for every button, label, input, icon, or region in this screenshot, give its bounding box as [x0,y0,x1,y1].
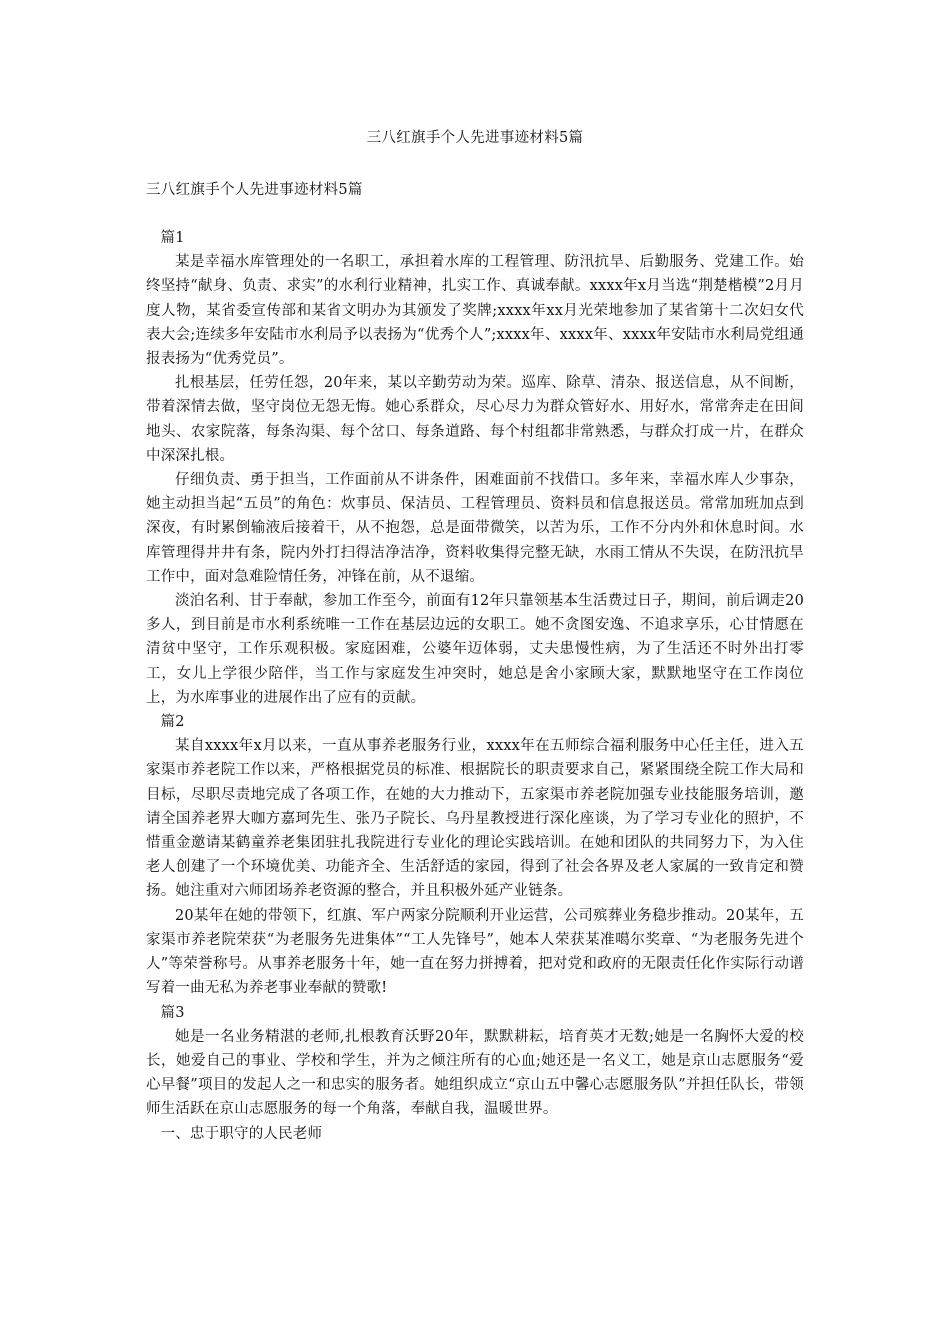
body-paragraph: 扎根基层，任劳任怨，20年来，某以辛勤劳动为荣。巡库、除草、清杂、报送信息，从不间断，带着深情去做，坚守岗位无怨无悔。她心系群众，尽心尽力为群众管好水、用好水，常常奔走在田间地头、农家院落，每条沟渠、每个岔口、每条道路、每个村组都非常熟悉，与群众打成一片，在群众中深深扎根。 [146,375,804,464]
section-heading-3: 篇3 [160,1004,185,1021]
body-paragraph: 淡泊名利、甘于奉献，参加工作至今，前面有12年只靠领基本生活费过日子，期间，前后调走20多人，到目前是市水利系统唯一工作在基层边远的女职工。她不贪图安逸、不追求享乐，心甘情愿在清贫中坚守，工作乐观积极。家庭困难，公婆年迈体弱，丈夫患慢性病，为了生活还不时外出打零工，女儿上学很少陪伴，当工作与家庭发生冲突时，她总是舍小家顾大家，默默地坚守在工作岗位上，为水库事业的进展作出了应有的贡献。 [146,593,804,706]
subsection-heading: 一、忠于职守的人民老师 [160,1125,323,1142]
body-paragraph: 某自xxxx年x月以来，一直从事养老服务行业，xxxx年在五师综合福利服务中心任主任，进入五家渠市养老院工作以来，严格根据党员的标准、根据院长的职责要求自己，紧紧围绕全院工作大局和目标，尽职尽责地完成了各项工作，在她的大力推动下，五家渠市养老院加强专业技能服务培训，邀请全国养老界大咖方嘉珂先生、张乃子院长、乌丹星教授进行深化座谈，为了学习专业化的照护，不惜重金邀请某鹤童养老集团驻扎我院进行专业化的理论实践培训。在她和团队的共同努力下，为入住老人创建了一个环境优美、功能齐全、生活舒适的家园，得到了社会各界及老人家属的一致肯定和赞扬。她注重对六师团场养老资源的整合，并且积极外延产业链条。 [146,738,804,900]
body-paragraph: 某是幸福水库管理处的一名职工，承担着水库的工程管理、防汛抗旱、后勤服务、党建工作。始终坚持“献身、负责、求实”的水利行业精神，扎实工作、真诚奉献。xxxx年x月当选“荆楚楷模”2月月度人物，某省委宣传部和某省文明办为其颁发了奖牌;xxxx年xx月光荣地参加了某省第十二次妇女代表大会;连续多年安陆市水利局予以表扬为“优秀个人”;xxxx年、xxxx年、xxxx年安陆市水利局党组通报表扬为“优秀党员”。 [146,254,804,368]
body-paragraph: 仔细负责、勇于担当，工作面前从不讲条件，困难面前不找借口。多年来，幸福水库人少事杂，她主动担当起“五员”的角色：炊事员、保洁员、工程管理员、资料员和信息报送员。常常加班加点到深夜，有时累倒输液后接着干，从不抱怨，总是面带微笑，以苦为乐，工作不分内外和休息时间。水库管理得井井有条，院内外打扫得洁净洁净，资料收集得完整无缺，水雨工情从不失误，在防汛抗旱工作中，面对急难险情任务，冲锋在前，从不退缩。 [146,472,804,585]
body-paragraph: 20某年在她的带领下，红旗、军户两家分院顺利开业运营，公司殡葬业务稳步推动。20某年，五家渠市养老院荣获“为老服务先进集体”“工人先锋号”，她本人荣获某准噶尔奖章、“为老服务先进个人”等荣誉称号。从事养老服务十年，她一直在努力拼搏着，把对党和政府的无限责任化作实际行动谱写着一曲无私为养老事业奉献的赞歌! [146,907,804,997]
section-heading-1: 篇1 [160,230,185,246]
document-body [146,226,804,1146]
document-title: 三八红旗手个人先进事迹材料5篇 [366,130,584,146]
body-paragraph: 她是一名业务精湛的老师,扎根教育沃野20年，默默耕耘，培育英才无数;她是一名胸怀大爱的校长，她爱自己的事业、学校和学生，并为之倾注所有的心血;她还是一名义工，她是京山志愿服务“爱心早餐”项目的发起人之一和忠实的服务者。她组织成立“京山五中馨心志愿服务队”并担任队长，带领师生活跃在京山志愿服务的每一个角落，奉献自我，温暖世界。 [146,1028,804,1118]
section-heading-2: 篇2 [160,714,185,731]
document-subtitle: 三八红旗手个人先进事迹材料5篇 [146,182,363,198]
